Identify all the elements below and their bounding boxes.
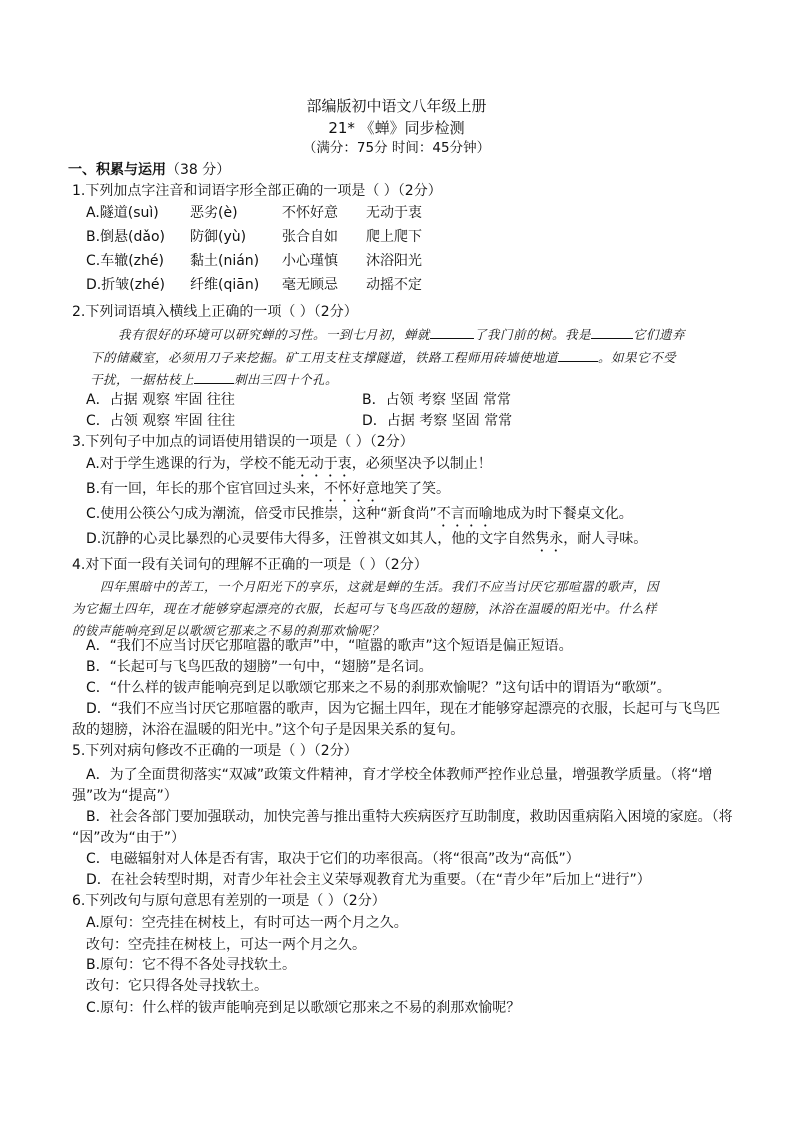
doc-title: 部编版初中语文八年级上册	[306, 97, 487, 115]
q2-option-c: C．占领 观察 牢固 往往	[86, 413, 236, 429]
answer-blank[interactable]	[194, 369, 234, 384]
q6-option-c-original: C.原句：什么样的钹声能响亮到足以歌颂它那来之不易的刹那欢愉呢？	[86, 1000, 521, 1016]
q2-passage-line	[90, 347, 676, 368]
q3-dotted-word: 不怀好意	[324, 481, 381, 497]
q5-stem: 5.下列对病句修改不正确的一项是（ ）（2分）	[72, 743, 358, 759]
q1-b-cell: 张合自如	[282, 229, 338, 245]
q1-c-cell: 黏土(nián)	[190, 253, 260, 269]
q1-d-cell: D.折皱(zhé)	[86, 277, 165, 293]
q2-passage-text: 了我门前的树。我是	[474, 327, 592, 342]
q1-d-cell: 纤维(qiān)	[190, 277, 260, 293]
q1-a-cell: 不怀好意	[282, 205, 338, 221]
q3-text: 地成为时下餐桌文化。	[492, 506, 633, 522]
q4-option-b: B．“长起可与飞鸟匹敌的翅膀”一句中，“翅膀”是名词。	[86, 659, 433, 675]
section-label: 一、积累与运用	[68, 162, 166, 178]
q2-passage-text: 干扰，一据枯枝上	[90, 372, 195, 387]
q2-passage-text: 。如果它不受	[598, 350, 677, 365]
q5-option-d: D．在社会转型时期，对青少年社会主义荣辱观教育尤为重要。（在“青少年”后加上“进行”）	[86, 872, 651, 888]
q1-a-cell: A.隧道(suì)	[86, 205, 159, 221]
q2-stem: 2.下列词语填入横线上正确的一项（ ）（2分）	[72, 304, 358, 320]
q3-option-c	[86, 504, 633, 530]
q2-passage-line	[90, 369, 338, 390]
q5-option-a-cont: 强”改为“提高”）	[72, 788, 178, 804]
q3-text: 地笑了笑。	[380, 481, 451, 497]
q3-text: A.对于学生逃课的行为，学校不能	[86, 456, 296, 472]
q5-option-c: C．电磁辐射对人体是否有害，取决于它们的功率很高。（将“很高”改为“高低”）	[86, 851, 580, 867]
q1-c-cell: 沐浴阳光	[366, 253, 422, 269]
q6-option-b-revised: 改句：它只得各处寻找软土。	[86, 978, 268, 994]
q3-option-b	[86, 479, 450, 505]
q4-option-a: A．“我们不应当讨厌它那喧嚣的歌声”中，“喧嚣的歌声”这个短语是偏正短语。	[86, 638, 573, 654]
q2-passage-text: 我有很好的环境可以研究蝉的习性。一到七月初，蝉就	[118, 327, 431, 342]
q3-option-d	[86, 529, 647, 555]
section-heading	[68, 160, 230, 180]
q1-d-cell: 毫无顾忌	[282, 277, 338, 293]
q1-b-cell: 爬上爬下	[366, 229, 422, 245]
q3-option-a	[86, 454, 492, 480]
q1-c-cell: C.车辙(zhé)	[86, 253, 164, 269]
q3-text: C.使用公筷公勺成为潮流，倍受市民推崇，这种“新食尚”	[86, 506, 437, 522]
q5-option-b-cont: “因”改为“由于”）	[72, 830, 186, 846]
q3-text: B.有一回，年长的那个宦官回过头来，	[86, 481, 325, 497]
q1-b-cell: 防御(yù)	[190, 229, 247, 245]
q2-option-d: D．占据 考察 坚固 常常	[362, 413, 513, 429]
q2-passage-text: 刺出三四十个孔。	[234, 372, 339, 387]
q6-option-a-original: A.原句：空壳挂在树枝上，有时可达一两个月之久。	[86, 915, 408, 931]
q3-text: D.沉静的心灵比暴烈的心灵要伟大得多，汪曾祺文如其人，他的文字自然	[86, 531, 536, 547]
q3-stem: 3.下列句子中加点的词语使用错误的一项是（ ）（2分）	[72, 434, 414, 450]
score-time-info: （满分：75分 时间：45分钟）	[302, 140, 491, 156]
q1-stem: 1.下列加点字注音和词语字形全部正确的一项是（ ）（2分）	[72, 183, 442, 199]
q5-option-b: B．社会各部门要加强联动，加快完善与推出重特大疾病医疗互助制度，救助因重病陷入困境的家庭。（将	[86, 809, 733, 825]
q6-stem: 6.下列改句与原句意思有差别的一项是（ ）（2分）	[72, 893, 386, 909]
q1-b-cell: B.倒悬(dǎo)	[86, 229, 166, 245]
q6-option-b-original: B.原句：它不得不各处寻找软土。	[86, 957, 297, 973]
q4-passage-line: 的钹声能响亮到足以歌颂它那来之不易的刹那欢愉呢？	[72, 623, 385, 638]
q2-passage-text: 下的储藏室，必须用刀子来挖掘。矿工用支柱支撑隧道，铁路工程师用砖墙使地道	[90, 350, 559, 365]
q1-d-cell: 动摇不定	[366, 277, 422, 293]
answer-blank[interactable]	[430, 324, 474, 339]
q4-option-c: C．“什么样的钹声能响亮到足以歌颂它那来之不易的刹那欢愉呢？”这句话中的谓语为“歌颂”。	[86, 680, 671, 696]
q3-text: ，必须坚决予以制止！	[351, 456, 492, 472]
q1-a-cell: 恶劣(è)	[190, 205, 238, 221]
q4-passage-line: 四年黑暗中的苦工，一个月阳光下的享乐，这就是蝉的生活。我们不应当讨厌它那喧嚣的歌声，因	[100, 579, 660, 594]
q2-passage-text: 它们遗弃	[633, 327, 686, 342]
q1-c-cell: 小心瑾慎	[282, 253, 338, 269]
q4-option-d-cont: 敌的翅膀，沐浴在温暖的阳光中。”这个句子是因果关系的复句。	[72, 722, 465, 738]
answer-blank[interactable]	[591, 324, 633, 339]
q4-passage-line: 为它掘土四年，现在才能够穿起漂亮的衣服，长起可与飞鸟匹敌的翅膀，沐浴在温暖的阳光中。什么样	[72, 601, 658, 616]
q5-option-a: A．为了全面贯彻落实“双减”政策文件精神，育才学校全体教师严控作业总量，增强教学质量。（将“增	[86, 767, 713, 783]
q4-stem: 4.对下面一段有关词句的理解不正确的一项是（ ）（2分）	[72, 557, 428, 573]
section-score: （38 分）	[166, 162, 231, 178]
q3-dotted-word: 不言而喻	[436, 506, 493, 522]
q6-option-a-revised: 改句：空壳挂在树枝上，可达一两个月之久。	[86, 937, 366, 953]
q4-option-d: D．“我们不应当讨厌它那喧嚣的歌声，因为它掘土四年，现在才能够穿起漂亮的衣服，长起可与飞鸟匹	[86, 701, 721, 717]
q3-dotted-word: 无动于衷	[295, 456, 352, 472]
q2-passage-line	[118, 324, 685, 345]
answer-blank[interactable]	[558, 347, 598, 362]
q3-text: ，耐人寻味。	[563, 531, 648, 547]
q3-dotted-word: 隽永	[535, 531, 564, 547]
q2-option-a: A．占据 观察 牢固 往往	[86, 392, 235, 408]
doc-subtitle: 21* 《蝉》同步检测	[328, 119, 465, 137]
q2-option-b: B．占领 考察 坚固 常常	[362, 392, 511, 408]
q1-a-cell: 无动于衷	[366, 205, 422, 221]
